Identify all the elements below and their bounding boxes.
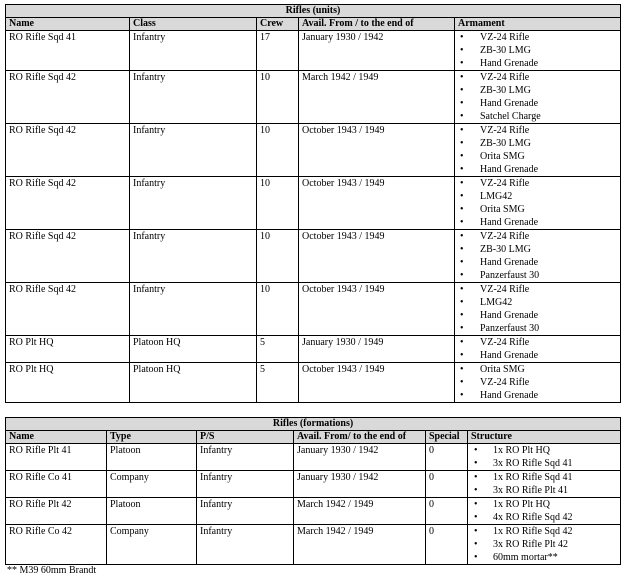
formation-name-cell: RO Rifle Plt 41 — [6, 444, 107, 471]
unit-armament-cell — [455, 124, 621, 177]
structure-item: • 1x RO Rifle Sqd 41 — [471, 471, 617, 484]
structure-list — [471, 471, 617, 497]
unit-class-cell: Platoon HQ — [130, 363, 257, 403]
unit-name-cell: RO Rifle Sqd 42 — [6, 177, 130, 230]
armament-list — [458, 124, 617, 176]
armament-item: • VZ-24 Rifle — [458, 336, 617, 349]
armament-list — [458, 177, 617, 229]
formation-special-cell: 0 — [426, 444, 468, 471]
unit-avail-cell: October 1943 / 1949 — [299, 363, 455, 403]
armament-item: • ZB-30 LMG — [458, 243, 617, 256]
formations-column-header: Special — [426, 431, 468, 444]
armament-list — [458, 71, 617, 123]
unit-crew-cell: 10 — [257, 177, 299, 230]
armament-item: • ZB-30 LMG — [458, 84, 617, 97]
armament-item: • Orita SMG — [458, 203, 617, 216]
table-row — [6, 283, 621, 336]
armament-item: • Satchel Charge — [458, 110, 617, 123]
armament-item: • LMG42 — [458, 296, 617, 309]
table-row — [6, 177, 621, 230]
formation-avail-cell: March 1942 / 1949 — [294, 525, 426, 565]
armament-item: • Hand Grenade — [458, 216, 617, 229]
armament-item: • Hand Grenade — [458, 97, 617, 110]
unit-armament-cell — [455, 177, 621, 230]
armament-list — [458, 283, 617, 335]
unit-armament-cell — [455, 336, 621, 363]
unit-class-cell: Infantry — [130, 124, 257, 177]
unit-armament-cell — [455, 363, 621, 403]
armament-item: • Panzerfaust 30 — [458, 269, 617, 282]
table-row — [6, 363, 621, 403]
armament-item: • ZB-30 LMG — [458, 44, 617, 57]
structure-item: • 3x RO Rifle Plt 42 — [471, 538, 617, 551]
unit-avail-cell: October 1943 / 1949 — [299, 177, 455, 230]
units-table-title: Rifles (units) — [6, 5, 621, 18]
structure-item: • 1x RO Rifle Sqd 42 — [471, 525, 617, 538]
unit-crew-cell: 10 — [257, 283, 299, 336]
armament-item: • LMG42 — [458, 190, 617, 203]
unit-crew-cell: 5 — [257, 363, 299, 403]
unit-name-cell: RO Rifle Sqd 42 — [6, 230, 130, 283]
unit-name-cell: RO Rifle Sqd 42 — [6, 71, 130, 124]
armament-item: • VZ-24 Rifle — [458, 283, 617, 296]
formation-ps-cell: Infantry — [197, 444, 294, 471]
armament-item: • VZ-24 Rifle — [458, 177, 617, 190]
unit-avail-cell: October 1943 / 1949 — [299, 230, 455, 283]
formations-column-header: Name — [6, 431, 107, 444]
armament-list — [458, 230, 617, 282]
armament-item: • Hand Grenade — [458, 349, 617, 362]
formation-ps-cell: Infantry — [197, 498, 294, 525]
formation-type-cell: Company — [107, 525, 197, 565]
unit-crew-cell: 17 — [257, 31, 299, 71]
table-row — [6, 336, 621, 363]
formations-column-header: Avail. From/ to the end of — [294, 431, 426, 444]
units-table — [5, 4, 621, 403]
formation-type-cell: Platoon — [107, 498, 197, 525]
formation-structure-cell — [468, 444, 621, 471]
table-row — [6, 230, 621, 283]
formation-structure-cell — [468, 525, 621, 565]
armament-item: • VZ-24 Rifle — [458, 230, 617, 243]
armament-item: • Hand Grenade — [458, 389, 617, 402]
formation-avail-cell: January 1930 / 1942 — [294, 471, 426, 498]
structure-item: • 1x RO Plt HQ — [471, 444, 617, 457]
unit-class-cell: Infantry — [130, 177, 257, 230]
structure-item: • 4x RO Rifle Sqd 42 — [471, 511, 617, 524]
formation-special-cell: 0 — [426, 525, 468, 565]
unit-class-cell: Infantry — [130, 31, 257, 71]
units-column-header: Avail. From / to the end of — [299, 18, 455, 31]
unit-class-cell: Platoon HQ — [130, 336, 257, 363]
formation-special-cell: 0 — [426, 498, 468, 525]
units-column-header: Crew — [257, 18, 299, 31]
structure-item: • 60mm mortar** — [471, 551, 617, 564]
armament-list — [458, 336, 617, 362]
table-row — [6, 124, 621, 177]
units-column-header: Armament — [455, 18, 621, 31]
unit-armament-cell — [455, 230, 621, 283]
unit-armament-cell — [455, 31, 621, 71]
armament-item: • Hand Grenade — [458, 309, 617, 322]
armament-item: • Panzerfaust 30 — [458, 322, 617, 335]
table-row — [6, 444, 621, 471]
armament-item: • VZ-24 Rifle — [458, 31, 617, 44]
formations-table-title: Rifles (formations) — [6, 418, 621, 431]
unit-armament-cell — [455, 283, 621, 336]
table-row — [6, 525, 621, 565]
formation-structure-cell — [468, 471, 621, 498]
table-row — [6, 498, 621, 525]
armament-item: • Orita SMG — [458, 363, 617, 376]
formation-name-cell: RO Rifle Co 42 — [6, 525, 107, 565]
formations-column-header: Structure — [468, 431, 621, 444]
armament-item: • Hand Grenade — [458, 256, 617, 269]
unit-crew-cell: 10 — [257, 124, 299, 177]
structure-list — [471, 444, 617, 470]
unit-class-cell: Infantry — [130, 230, 257, 283]
table-row — [6, 31, 621, 71]
unit-crew-cell: 10 — [257, 71, 299, 124]
units-column-header: Class — [130, 18, 257, 31]
unit-name-cell: RO Rifle Sqd 42 — [6, 124, 130, 177]
structure-item: • 3x RO Rifle Plt 41 — [471, 484, 617, 497]
structure-item: • 3x RO Rifle Sqd 41 — [471, 457, 617, 470]
formations-column-header: P/S — [197, 431, 294, 444]
formation-avail-cell: January 1930 / 1942 — [294, 444, 426, 471]
formation-special-cell: 0 — [426, 471, 468, 498]
unit-name-cell: RO Rifle Sqd 41 — [6, 31, 130, 71]
armament-item: • VZ-24 Rifle — [458, 376, 617, 389]
unit-avail-cell: March 1942 / 1949 — [299, 71, 455, 124]
formation-name-cell: RO Rifle Plt 42 — [6, 498, 107, 525]
table-row — [6, 71, 621, 124]
armament-item: • VZ-24 Rifle — [458, 71, 617, 84]
unit-name-cell: RO Plt HQ — [6, 336, 130, 363]
unit-armament-cell — [455, 71, 621, 124]
armament-list — [458, 363, 617, 402]
footnote: ** M39 60mm Brandt — [7, 565, 97, 576]
armament-item: • Hand Grenade — [458, 163, 617, 176]
formation-ps-cell: Infantry — [197, 471, 294, 498]
structure-item: • 1x RO Plt HQ — [471, 498, 617, 511]
armament-list — [458, 31, 617, 70]
formation-type-cell: Company — [107, 471, 197, 498]
formation-avail-cell: March 1942 / 1949 — [294, 498, 426, 525]
armament-item: • ZB-30 LMG — [458, 137, 617, 150]
table-row — [6, 471, 621, 498]
armament-item: • Hand Grenade — [458, 57, 617, 70]
structure-list — [471, 498, 617, 524]
unit-crew-cell: 5 — [257, 336, 299, 363]
unit-crew-cell: 10 — [257, 230, 299, 283]
unit-class-cell: Infantry — [130, 283, 257, 336]
unit-avail-cell: January 1930 / 1942 — [299, 31, 455, 71]
unit-name-cell: RO Plt HQ — [6, 363, 130, 403]
unit-name-cell: RO Rifle Sqd 42 — [6, 283, 130, 336]
formations-table — [5, 417, 621, 565]
structure-list — [471, 525, 617, 564]
unit-avail-cell: January 1930 / 1949 — [299, 336, 455, 363]
formations-column-header: Type — [107, 431, 197, 444]
formation-name-cell: RO Rifle Co 41 — [6, 471, 107, 498]
unit-avail-cell: October 1943 / 1949 — [299, 283, 455, 336]
armament-item: • Orita SMG — [458, 150, 617, 163]
formation-ps-cell: Infantry — [197, 525, 294, 565]
armament-item: • VZ-24 Rifle — [458, 124, 617, 137]
unit-class-cell: Infantry — [130, 71, 257, 124]
formation-type-cell: Platoon — [107, 444, 197, 471]
units-column-header: Name — [6, 18, 130, 31]
unit-avail-cell: October 1943 / 1949 — [299, 124, 455, 177]
formation-structure-cell — [468, 498, 621, 525]
